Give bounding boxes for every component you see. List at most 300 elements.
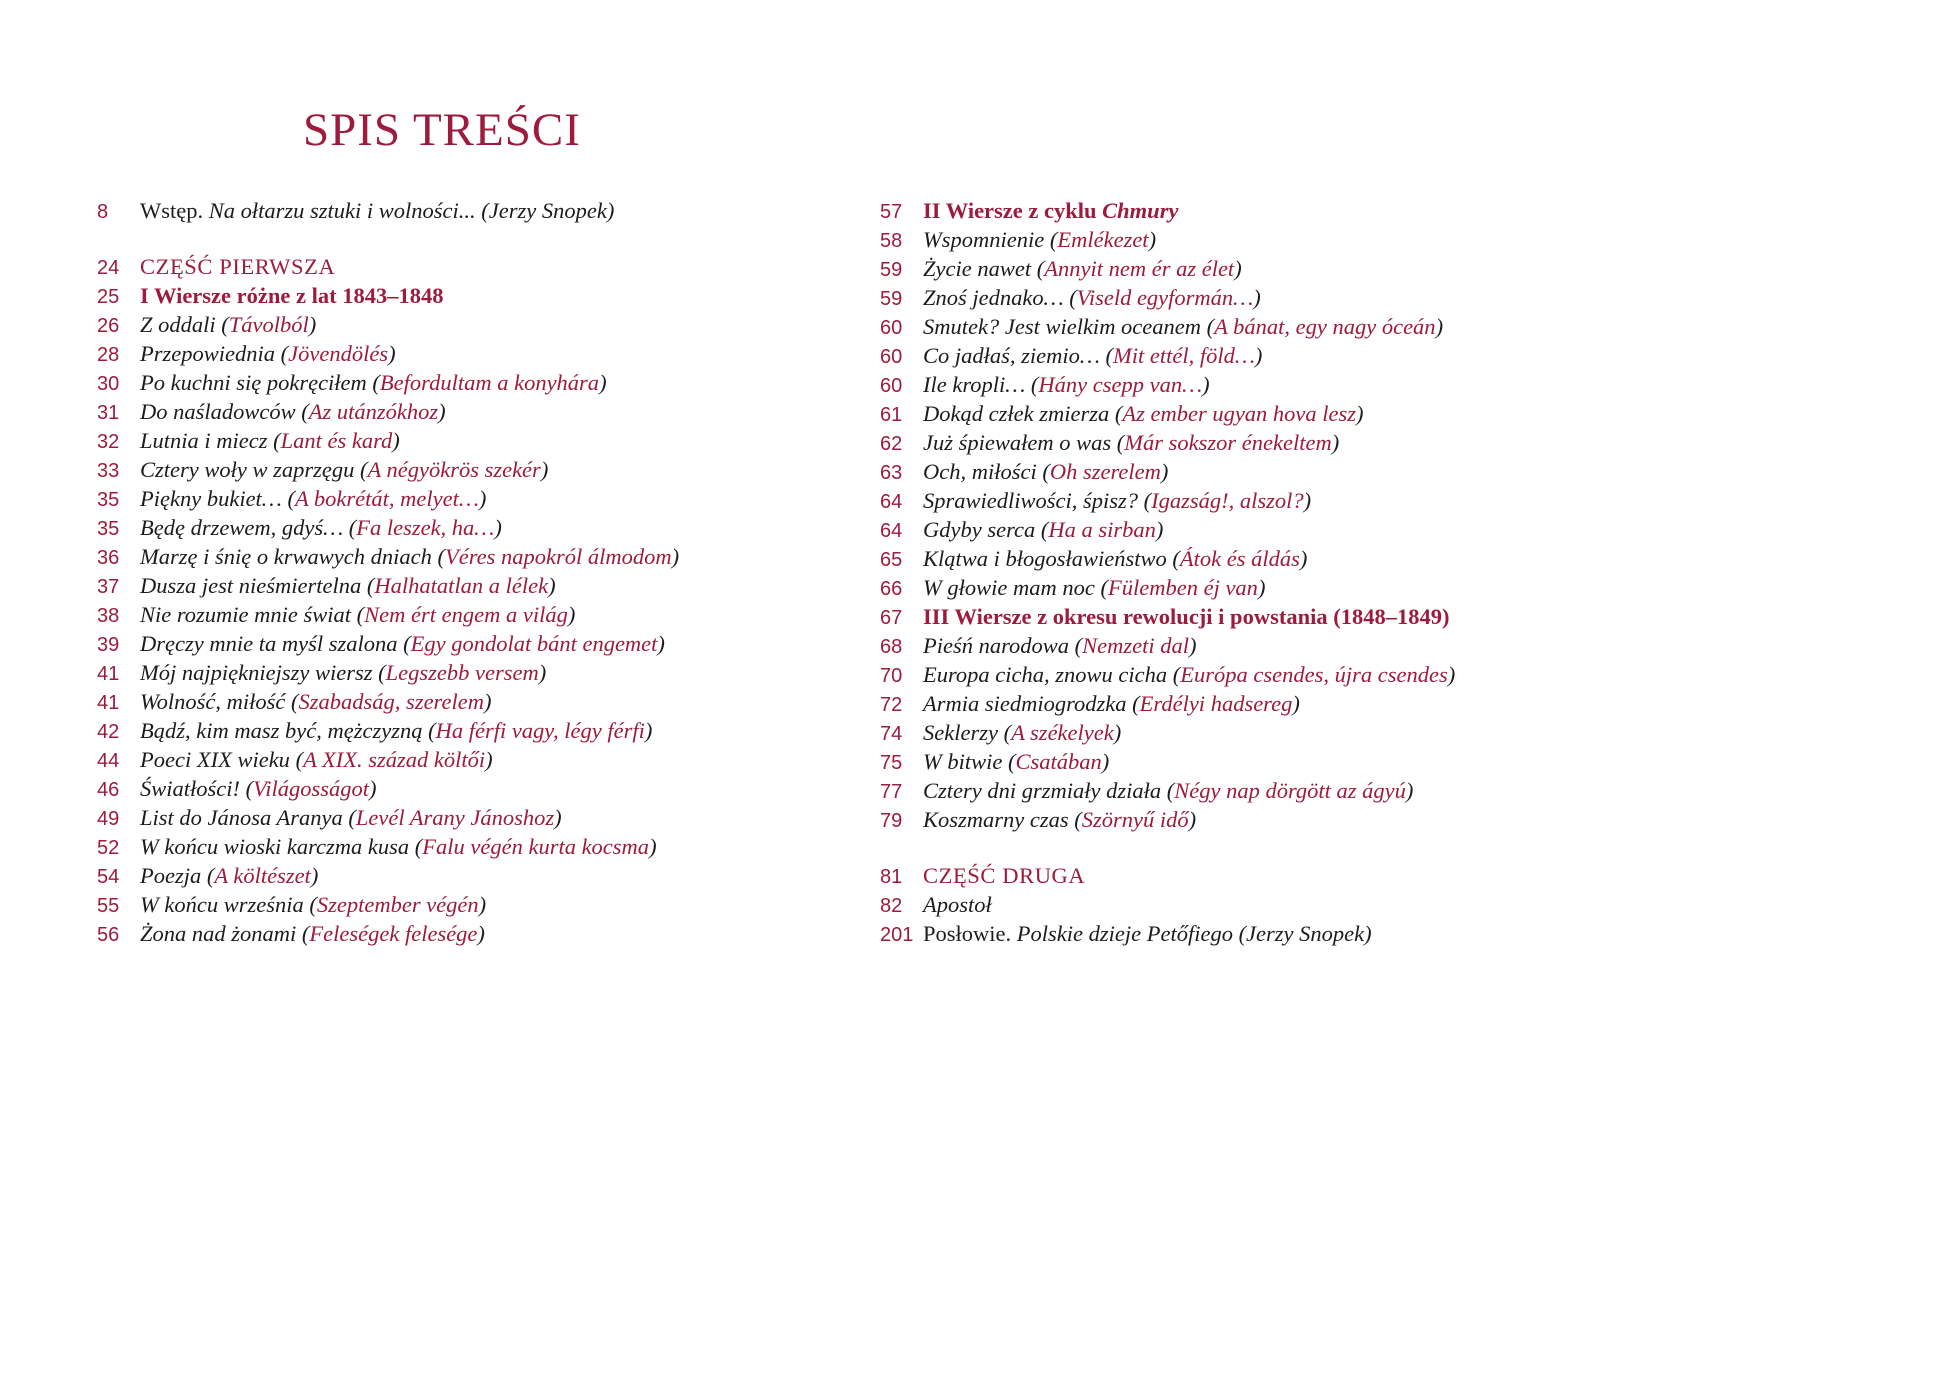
entry-title: Do naśladowców: [140, 399, 302, 424]
entry-title: Poezja: [140, 863, 207, 888]
toc-entry: [880, 602, 1600, 631]
toc-entry: [97, 890, 787, 919]
toc-entry: [880, 457, 1600, 486]
entry-hungarian-title: Oh szerelem: [1049, 459, 1161, 484]
toc-entry: [880, 312, 1600, 341]
close-paren: ): [1160, 459, 1169, 484]
entry-title: Europa cicha, znowu cicha: [923, 662, 1173, 687]
entry-hungarian-title: Befordultam a konyhára: [379, 370, 600, 395]
page-number: 62: [880, 433, 903, 455]
close-paren: ): [554, 805, 562, 830]
page-number: 38: [97, 605, 120, 627]
close-paren: ): [599, 370, 607, 395]
open-paren: (: [309, 892, 317, 917]
entry-title: Dusza jest nieśmiertelna: [140, 573, 367, 598]
entry-hungarian-title: A bokrétát, melyet…: [294, 486, 479, 511]
entry-hungarian-title: Véres napokról álmodom: [444, 544, 672, 569]
entry-title: Życie nawet: [923, 256, 1037, 281]
entry-text: [140, 542, 679, 571]
page-number: 54: [97, 866, 120, 888]
section-title: I Wiersze różne z lat 1843–1848: [140, 283, 444, 308]
entry-title: Przepowiednia: [140, 341, 281, 366]
entry-text: [140, 774, 376, 803]
entry-text: [923, 457, 1168, 486]
toc-entry: [880, 776, 1600, 805]
entry-title: Gdyby serca: [923, 517, 1041, 542]
open-paren: (: [280, 341, 289, 366]
entry-title: Cztery dni grzmiały działa: [923, 778, 1167, 803]
entry-title: Będę drzewem, gdyś…: [140, 515, 349, 540]
page-number: 55: [97, 895, 120, 917]
entry-text: [140, 455, 548, 484]
entry-title: Po kuchni się pokręciłem: [140, 370, 373, 395]
open-paren: (: [437, 544, 445, 569]
toc-entry: [880, 718, 1600, 747]
close-paren: ): [308, 312, 317, 337]
entry-text: [140, 484, 486, 513]
entry-hungarian-title: Csatában: [1015, 749, 1102, 774]
entry-hungarian-title: Nem ért engem a világ: [364, 602, 568, 627]
open-paren: (: [414, 834, 423, 859]
open-paren: (: [1074, 807, 1082, 832]
section-title: II Wiersze z cyklu: [923, 198, 1103, 223]
entry-title: Wolność, miłość: [140, 689, 292, 714]
page-number: 49: [97, 808, 120, 830]
open-paren: (: [1100, 575, 1108, 600]
open-paren: (: [1074, 633, 1083, 658]
close-paren: ): [1234, 256, 1242, 281]
entry-text: [923, 890, 992, 919]
entry-text: [923, 225, 1156, 254]
open-paren: (: [428, 718, 436, 743]
part-title: CZĘŚĆ DRUGA: [923, 863, 1086, 888]
entry-hungarian-title: Négy nap dörgött az ágyú: [1174, 778, 1406, 803]
entry-text: [140, 513, 502, 542]
entry-text: [140, 687, 491, 716]
entry-title: List do Jánosa Aranya: [140, 805, 349, 830]
entry-text: [140, 368, 607, 397]
entry-title: Pieśń narodowa: [923, 633, 1075, 658]
toc-entry: [97, 745, 787, 774]
entry-text: [140, 861, 318, 890]
entry-hungarian-title: Annyit nem ér az élet: [1044, 256, 1235, 281]
entry-text: [140, 658, 546, 687]
toc-entry: [880, 919, 1600, 948]
entry-hungarian-title: Az utánzókhoz: [308, 399, 439, 424]
close-paren: ): [1148, 227, 1157, 252]
close-paren: ): [388, 341, 396, 366]
close-paren: ): [1435, 314, 1444, 339]
entry-hungarian-title: Feleségek felesége: [309, 921, 478, 946]
entry-hungarian-title: Igazság!, alszol?: [1151, 488, 1304, 513]
open-paren: (: [221, 312, 229, 337]
section-title: III Wiersze z okresu rewolucji i powstania (1848–1849): [923, 604, 1450, 629]
open-paren: (: [1049, 227, 1058, 252]
open-paren: (: [366, 573, 375, 598]
entry-title: Apostoł: [923, 892, 992, 917]
toc-entry: [880, 515, 1600, 544]
open-paren: (: [372, 370, 380, 395]
entry-hungarian-title: Ha a sirban: [1048, 517, 1156, 542]
entry-title: Nie rozumie mnie świat: [140, 602, 357, 627]
page-number: 26: [97, 315, 120, 337]
close-paren: ): [540, 457, 549, 482]
entry-text: [140, 716, 652, 745]
entry-title: Polskie dzieje Petőfiego (Jerzy Snopek): [1016, 921, 1372, 946]
page-number: 75: [880, 752, 903, 774]
entry-text: [140, 426, 400, 455]
toc-entry: [97, 687, 787, 716]
entry-title: Co jadłaś, ziemio…: [923, 343, 1106, 368]
page-number: 70: [880, 665, 903, 687]
close-paren: ): [1188, 807, 1197, 832]
close-paren: ): [1299, 546, 1308, 571]
toc-entry: [97, 368, 787, 397]
entry-title: Już śpiewałem o was: [923, 430, 1117, 455]
open-paren: (: [1042, 459, 1050, 484]
entry-hungarian-title: Erdélyi hadsereg: [1139, 691, 1293, 716]
entry-title: Seklerzy: [923, 720, 1004, 745]
entry-hungarian-title: Egy gondolat bánt engemet: [410, 631, 658, 656]
entry-hungarian-title: Falu végén kurta kocsma: [422, 834, 650, 859]
entry-title: Z oddali: [140, 312, 222, 337]
close-paren: ): [649, 834, 657, 859]
close-paren: ): [1257, 575, 1266, 600]
entry-text: [140, 600, 575, 629]
entry-title: Dręczy mnie ta myśl szalona: [140, 631, 404, 656]
entry-text: [923, 254, 1242, 283]
entry-text: [140, 310, 316, 339]
open-paren: (: [1172, 546, 1180, 571]
entry-text: [140, 745, 493, 774]
open-paren: (: [1172, 662, 1181, 687]
close-paren: ): [483, 689, 492, 714]
entry-text: [923, 573, 1265, 602]
close-paren: ): [392, 428, 400, 453]
open-paren: (: [206, 863, 215, 888]
entry-text: [923, 341, 1262, 370]
page-number: 60: [880, 375, 903, 397]
close-paren: ): [644, 718, 653, 743]
close-paren: ): [1405, 778, 1414, 803]
close-paren: ): [1447, 662, 1456, 687]
entry-text: [140, 803, 562, 832]
toc-entry: [97, 832, 787, 861]
page-number: 68: [880, 636, 903, 658]
close-paren: ): [1331, 430, 1340, 455]
entry-text: [140, 281, 443, 310]
entry-text: [923, 428, 1339, 457]
close-paren: ): [1253, 285, 1261, 310]
close-paren: ): [1356, 401, 1364, 426]
entry-title: Armia siedmiogrodzka: [923, 691, 1133, 716]
entry-hungarian-title: Szörnyű idő: [1081, 807, 1189, 832]
toc-entry: [97, 513, 787, 542]
close-paren: ): [1292, 691, 1300, 716]
entry-title: Znoś jednako…: [923, 285, 1070, 310]
entry-hungarian-title: Átok és áldás: [1179, 546, 1300, 571]
entry-title: Poeci XIX wieku: [140, 747, 296, 772]
entry-text: [140, 919, 485, 948]
page-number: 37: [97, 576, 120, 598]
entry-text: [923, 747, 1109, 776]
toc-entry: [97, 281, 787, 310]
page-number: 25: [97, 286, 120, 308]
open-paren: (: [1105, 343, 1114, 368]
entry-text: [140, 832, 657, 861]
entry-hungarian-title: Az ember ugyan hova lesz: [1122, 401, 1357, 426]
page-number: 60: [880, 317, 903, 339]
entry-hungarian-title: A költészet: [214, 863, 311, 888]
close-paren: ): [1202, 372, 1210, 397]
entry-hungarian-title: Szeptember végén: [316, 892, 479, 917]
entry-text: [140, 890, 486, 919]
page-number: 60: [880, 346, 903, 368]
toc-entry: [97, 716, 787, 745]
entry-title: Smutek? Jest wielkim oceanem: [923, 314, 1207, 339]
open-paren: (: [1114, 401, 1123, 426]
toc-column-right: [880, 196, 1600, 948]
entry-hungarian-title: Fülemben éj van: [1107, 575, 1258, 600]
close-paren: ): [671, 544, 680, 569]
entry-text: [140, 252, 335, 281]
entry-hungarian-title: Nemzeti dal: [1082, 633, 1190, 658]
open-paren: (: [1132, 691, 1140, 716]
toc-entry: [880, 861, 1600, 890]
entry-hungarian-title: Már sokszor énekeltem: [1124, 430, 1332, 455]
open-paren: (: [356, 602, 365, 627]
entry-title: W bitwie: [923, 749, 1008, 774]
entry-title: Światłości!: [140, 776, 246, 801]
entry-hungarian-title: Halhatatlan a lélek: [374, 573, 549, 598]
toc-entry: [97, 397, 787, 426]
entry-prefix: Posłowie.: [923, 921, 1017, 946]
open-paren: (: [1040, 517, 1049, 542]
entry-hungarian-title: Fa leszek, ha…: [356, 515, 495, 540]
open-paren: (: [301, 921, 310, 946]
page-number: 24: [97, 257, 120, 279]
toc-entry: [880, 254, 1600, 283]
open-paren: (: [1116, 430, 1125, 455]
toc-entry: [880, 805, 1600, 834]
entry-hungarian-title: Levél Arany Jánoshoz: [355, 805, 555, 830]
toc-entry: [880, 370, 1600, 399]
entry-text: [923, 486, 1311, 515]
close-paren: ): [1303, 488, 1312, 513]
toc-entry: [97, 310, 787, 339]
open-paren: (: [348, 805, 356, 830]
toc-entry: [880, 283, 1600, 312]
toc-entry: [97, 658, 787, 687]
toc-entry: [880, 486, 1600, 515]
open-paren: (: [1143, 488, 1152, 513]
page-number: 77: [880, 781, 903, 803]
entry-text: [923, 602, 1449, 631]
entry-hungarian-title: A négyökrös szekér: [367, 457, 541, 482]
toc-entry: [97, 252, 787, 281]
close-paren: ): [310, 863, 319, 888]
toc-entry: [880, 747, 1600, 776]
entry-text: [923, 631, 1197, 660]
entry-hungarian-title: Viseld egyformán…: [1076, 285, 1254, 310]
close-paren: ): [657, 631, 665, 656]
open-paren: (: [245, 776, 254, 801]
page-number: 65: [880, 549, 903, 571]
toc-entry: [880, 660, 1600, 689]
entry-text: [923, 399, 1364, 428]
toc-entry: [97, 484, 787, 513]
page-number: 41: [97, 692, 120, 714]
page-number: 64: [880, 520, 903, 542]
entry-hungarian-title: Lant és kard: [280, 428, 393, 453]
page-number: 59: [880, 259, 903, 281]
entry-title: Sprawiedliwości, śpisz?: [923, 488, 1144, 513]
entry-text: [923, 370, 1210, 399]
entry-text: [140, 196, 614, 225]
entry-title: Piękny bukiet…: [140, 486, 288, 511]
entry-hungarian-title: Legszebb versem: [385, 660, 539, 685]
entry-text: [923, 919, 1372, 948]
page-number: 82: [880, 895, 903, 917]
entry-hungarian-title: A bánat, egy nagy óceán: [1214, 314, 1436, 339]
page-number: 57: [880, 201, 903, 223]
page-number: 67: [880, 607, 903, 629]
entry-hungarian-title: A székelyek: [1011, 720, 1114, 745]
entry-title: W końcu września: [140, 892, 310, 917]
page-number: 72: [880, 694, 903, 716]
close-paren: ): [1189, 633, 1197, 658]
close-paren: ): [477, 921, 485, 946]
entry-title: Cztery woły w zaprzęgu: [140, 457, 361, 482]
entry-title: Och, miłości: [923, 459, 1043, 484]
close-paren: ): [438, 399, 446, 424]
entry-hungarian-title: Világosságot: [253, 776, 369, 801]
close-paren: ): [478, 892, 487, 917]
open-paren: (: [1166, 778, 1175, 803]
page-number: 58: [880, 230, 903, 252]
entry-title: W końcu wioski karczma kusa: [140, 834, 415, 859]
open-paren: (: [360, 457, 368, 482]
entry-title: Na ołtarzu sztuki i wolności... (Jerzy Snopek): [208, 198, 615, 223]
toc-entry: [97, 455, 787, 484]
entry-hungarian-title: A XIX. század költői: [303, 747, 486, 772]
entry-title: Marzę i śnię o krwawych dniach: [140, 544, 438, 569]
open-paren: (: [291, 689, 299, 714]
page-number: 66: [880, 578, 903, 600]
page-number: 46: [97, 779, 120, 801]
entry-text: [140, 571, 556, 600]
open-paren: (: [1206, 314, 1215, 339]
page-number: 30: [97, 373, 120, 395]
entry-title: Lutnia i miecz: [140, 428, 274, 453]
entry-text: [140, 339, 396, 368]
page-number: 52: [97, 837, 120, 859]
entry-title: Mój najpiękniejszy wiersz: [140, 660, 379, 685]
open-paren: (: [1069, 285, 1077, 310]
page-title: SPIS TREŚCI: [303, 104, 581, 156]
page-number: 201: [880, 924, 914, 946]
entry-hungarian-title: Ha férfi vagy, légy férfi: [435, 718, 645, 743]
entry-prefix: Wstęp.: [140, 198, 209, 223]
page-number: 32: [97, 431, 120, 453]
close-paren: ): [485, 747, 493, 772]
entry-title: Żona nad żonami: [140, 921, 302, 946]
entry-hungarian-title: Emlékezet: [1057, 227, 1149, 252]
toc-entry: [97, 861, 787, 890]
section-title-emphasis: Chmury: [1102, 198, 1179, 223]
toc-entry: [97, 919, 787, 948]
page-number: 63: [880, 462, 903, 484]
page-number: 39: [97, 634, 120, 656]
open-paren: (: [403, 631, 411, 656]
page-number: 56: [97, 924, 120, 946]
entry-hungarian-title: Szabadság, szerelem: [298, 689, 484, 714]
page-number: 81: [880, 866, 903, 888]
entry-title: Klątwa i błogosławieństwo: [923, 546, 1173, 571]
toc-entry: [880, 689, 1600, 718]
toc-entry: [880, 196, 1600, 225]
close-paren: ): [1155, 517, 1164, 542]
page-number: 36: [97, 547, 120, 569]
entry-title: Dokąd człek zmierza: [923, 401, 1115, 426]
open-paren: (: [378, 660, 386, 685]
entry-text: [923, 312, 1443, 341]
toc-entry: [880, 890, 1600, 919]
page-number: 74: [880, 723, 903, 745]
open-paren: (: [1003, 720, 1012, 745]
page-number: 42: [97, 721, 120, 743]
close-paren: ): [1101, 749, 1110, 774]
entry-text: [140, 629, 665, 658]
toc-entry: [880, 573, 1600, 602]
page-number: 31: [97, 402, 120, 424]
toc-entry: [880, 341, 1600, 370]
page-number: 8: [97, 201, 109, 223]
entry-text: [923, 689, 1300, 718]
toc-entry: [880, 631, 1600, 660]
entry-text: [923, 718, 1121, 747]
toc-entry: [97, 803, 787, 832]
entry-title: W głowie mam noc: [923, 575, 1101, 600]
close-paren: ): [1254, 343, 1263, 368]
toc-entry: [880, 544, 1600, 573]
page-number: 35: [97, 489, 120, 511]
toc-entry: [97, 571, 787, 600]
entry-title: Koszmarny czas: [923, 807, 1075, 832]
entry-text: [923, 776, 1413, 805]
page-number: 59: [880, 288, 903, 310]
entry-title: Wspomnienie: [923, 227, 1050, 252]
close-paren: ): [494, 515, 502, 540]
toc-entry: [880, 399, 1600, 428]
entry-text: [923, 515, 1163, 544]
open-paren: (: [1036, 256, 1045, 281]
entry-text: [923, 196, 1178, 225]
part-title: CZĘŚĆ PIERWSZA: [140, 254, 336, 279]
open-paren: (: [295, 747, 304, 772]
entry-hungarian-title: Európa csendes, újra csendes: [1180, 662, 1448, 687]
toc-entry: [97, 629, 787, 658]
entry-text: [923, 805, 1196, 834]
entry-text: [923, 861, 1085, 890]
open-paren: (: [287, 486, 295, 511]
entry-hungarian-title: Hány csepp van…: [1038, 372, 1203, 397]
toc-entry: [97, 426, 787, 455]
page-number: 79: [880, 810, 903, 832]
page-number: 28: [97, 344, 120, 366]
page-number: 64: [880, 491, 903, 513]
open-paren: (: [348, 515, 357, 540]
